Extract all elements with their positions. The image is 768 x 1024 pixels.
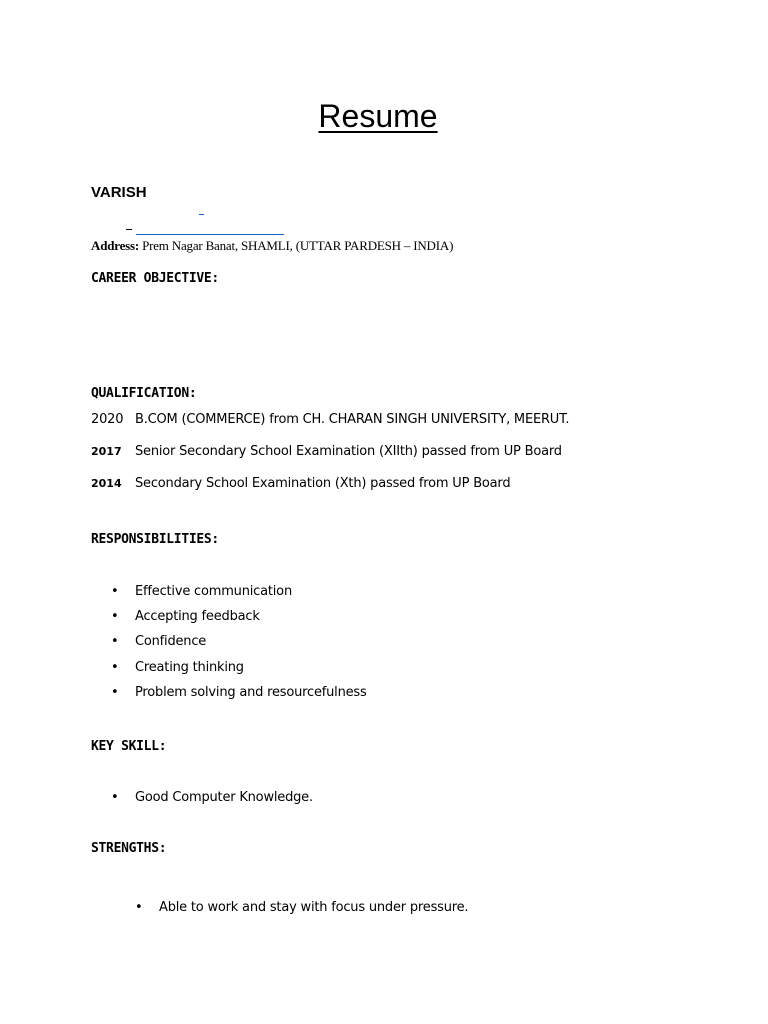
list-item: • Effective communication [111,584,292,599]
list-item: • Creating thinking [111,659,244,675]
bullet-icon: • [135,900,143,915]
qualification-heading: QUALIFICATION: [91,386,197,401]
contact-link-underline-short[interactable] [199,214,204,215]
list-item: • Confidence [111,634,207,650]
bullet-icon: • [111,790,119,805]
qualification-text-3: Secondary School Examination (Xth) passed from UP Board [135,476,511,491]
responsibilities-list [91,583,367,709]
bullet-icon: • [111,609,119,625]
bullet-icon: • [111,634,119,650]
contact-link-underline-dash [126,229,132,230]
key-skill-list [91,789,313,814]
bullet-icon: • [111,659,119,675]
candidate-name: VARISH [91,184,147,201]
qualification-year-1: 2020 [91,412,124,427]
list-item: • Accepting feedback [111,609,260,625]
list-item: • Able to work and stay with focus under pressure. [135,900,469,915]
qualification-year-2: 2017 [91,445,122,458]
responsibilities-heading: RESPONSIBILITIES: [91,532,219,547]
qualification-year-3: 2014 [91,477,122,490]
document-title: Resume [318,98,438,134]
address-value: Prem Nagar Banat, SHAMLI, (UTTAR PARDESH – INDIA) [142,238,454,253]
strengths-list [115,899,468,924]
key-skill-heading: KEY SKILL: [91,739,167,754]
address-label: Address: [91,238,140,253]
list-item: • Problem solving and resourcefulness [111,684,367,700]
contact-link-underline-long[interactable] [136,234,284,235]
strengths-heading: STRENGTHS: [91,841,167,856]
list-item: • Good Computer Knowledge. [111,790,313,805]
qualification-text-2: Senior Secondary School Examination (XIIth) passed from UP Board [135,444,562,459]
bullet-icon: • [111,684,119,700]
qualification-text-1: B.COM (COMMERCE) from CH. CHARAN SINGH UNIVERSITY, MEERUT. [135,412,570,427]
bullet-icon: • [111,584,119,599]
career-objective-heading: CAREER OBJECTIVE: [91,271,219,286]
address-line [91,237,453,255]
